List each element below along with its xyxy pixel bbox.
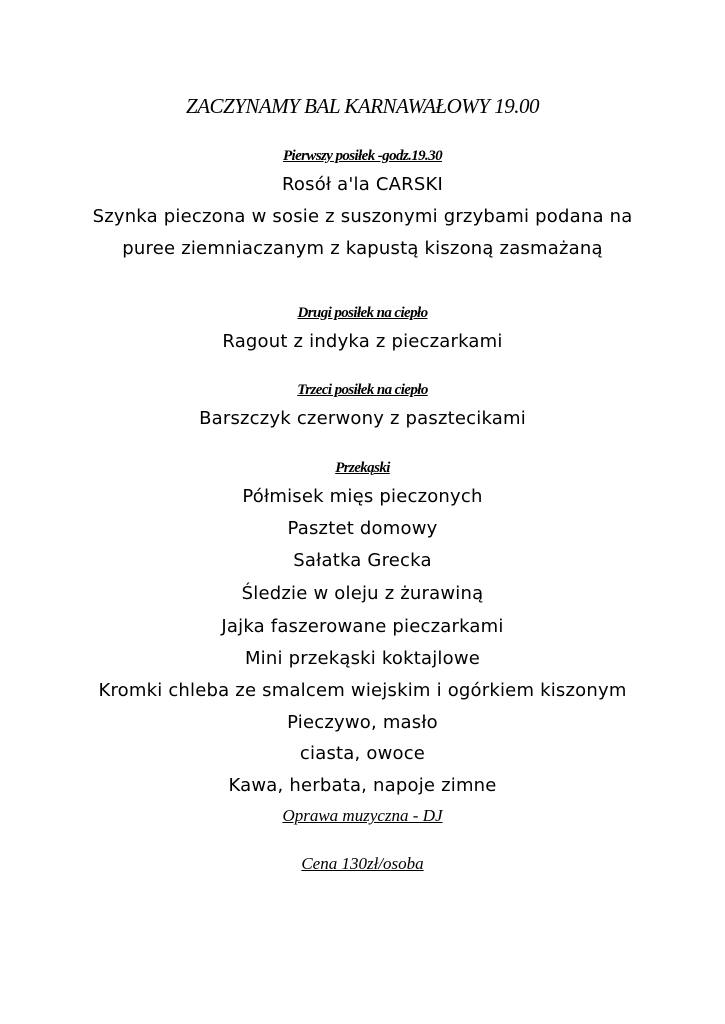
menu-item: Barszczyk czerwony z pasztecikami — [199, 408, 526, 429]
menu-item: Ragout z indyka z pieczarkami — [222, 331, 503, 352]
section-heading-second-course: Drugi posiłek na ciepło — [297, 305, 428, 321]
menu-item: Pieczywo, masło — [287, 712, 438, 733]
price-info: Cena 130zł/osoba — [301, 854, 424, 873]
page-title: ZACZYNAMY BAL KARNAWAŁOWY 19.00 — [186, 94, 539, 118]
menu-item: ciasta, owoce — [299, 743, 426, 764]
menu-item: Pasztet domowy — [287, 518, 438, 539]
menu-item: Półmisek mięs pieczonych — [242, 486, 483, 507]
menu-item: Jajka faszerowane pieczarkami — [221, 616, 504, 637]
menu-item: Kawa, herbata, napoje zimne — [228, 775, 497, 796]
menu-item: Szynka pieczona w sosie z suszonymi grzybami podana na — [92, 206, 633, 227]
menu-item: Śledzie w oleju z żurawiną — [241, 583, 484, 604]
menu-item: Kromki chleba ze smalcem wiejskim i ogórkiem kiszonym — [98, 680, 627, 701]
menu-item: puree ziemniaczanym z kapustą kiszoną zasmażaną — [122, 238, 603, 259]
menu-item: Mini przekąski koktajlowe — [244, 648, 481, 669]
section-heading-third-course: Trzeci posiłek na ciepło — [297, 382, 428, 398]
section-heading-first-course: Pierwszy posiłek -godz.19.30 — [282, 148, 443, 164]
menu-item: Sałatka Grecka — [293, 550, 432, 571]
menu-item: Rosół a'la CARSKI — [282, 174, 443, 195]
music-info: Oprawa muzyczna - DJ — [282, 806, 443, 825]
section-heading-appetizers: Przekąski — [335, 460, 390, 476]
